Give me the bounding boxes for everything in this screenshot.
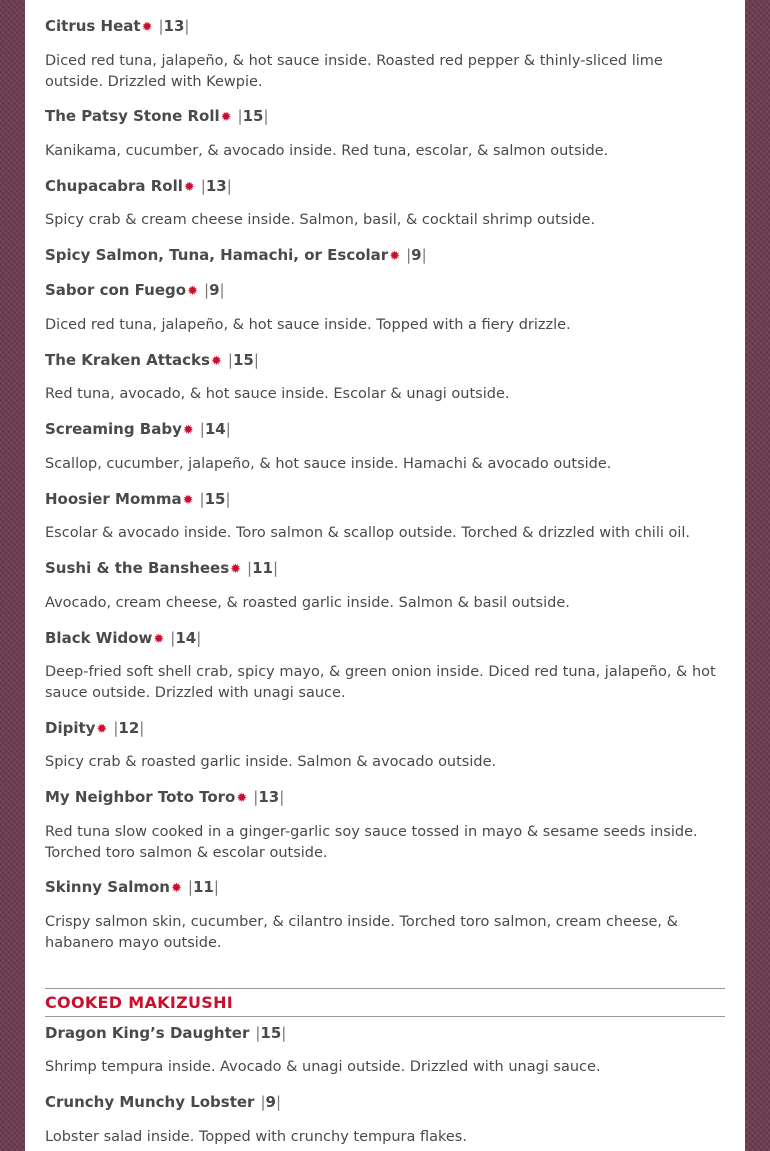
item-price: |13|: [158, 17, 190, 35]
item-description: Escolar & avocado inside. Toro salmon & scallop outside. Torched & drizzled with chili oil.: [45, 525, 691, 541]
menu-item: [45, 628, 725, 703]
spicy-icon: ✹: [141, 20, 153, 35]
item-name: Chupacabra Roll: [45, 177, 183, 195]
item-description: Scallop, cucumber, jalapeño, & hot sauce inside. Hamachi & avocado outside.: [45, 456, 612, 472]
item-price: |13|: [253, 788, 285, 806]
menu-panel: [25, 0, 745, 1151]
spicy-icon: ✹: [96, 722, 108, 737]
menu-item: [45, 245, 725, 265]
spicy-icon: ✹: [183, 180, 195, 195]
item-description: Deep-fried soft shell crab, spicy mayo, & green onion inside. Diced red tuna, jalapeño, & hot sauce outside. Drizzled with unagi sauce.: [45, 664, 716, 701]
menu-item: [45, 280, 725, 336]
item-name: Citrus Heat: [45, 17, 141, 35]
menu-item: [45, 419, 725, 475]
menu-item: [45, 106, 725, 162]
menu-item: [45, 1092, 725, 1148]
menu-item: [45, 718, 725, 773]
menu-item: [45, 558, 725, 614]
item-description: Avocado, cream cheese, & roasted garlic inside. Salmon & basil outside.: [45, 595, 570, 611]
item-price: |11|: [187, 878, 219, 896]
spicy-icon: ✹: [389, 249, 401, 264]
spicy-icon: ✹: [236, 791, 248, 806]
item-name: The Patsy Stone Roll: [45, 107, 220, 125]
section-title: COOKED MAKIZUSHI: [45, 988, 725, 1017]
item-description: Spicy crab & cream cheese inside. Salmon, basil, & cocktail shrimp outside.: [45, 212, 596, 228]
item-name: Spicy Salmon, Tuna, Hamachi, or Escolar: [45, 246, 389, 264]
item-price: |14|: [170, 629, 202, 647]
menu-item: [45, 176, 725, 231]
item-description: Shrimp tempura inside. Avocado & unagi outside. Drizzled with unagi sauce.: [45, 1059, 601, 1075]
item-description: Red tuna slow cooked in a ginger-garlic soy sauce tossed in mayo & sesame seeds inside. Torched toro salmon & escolar outside.: [45, 824, 698, 861]
item-description: Crispy salmon skin, cucumber, & cilantro inside. Torched toro salmon, cream cheese, & habanero mayo outside.: [45, 914, 678, 951]
spicy-icon: ✹: [230, 562, 242, 577]
item-name: Skinny Salmon: [45, 878, 170, 896]
item-price: |9|: [260, 1093, 282, 1111]
item-name: My Neighbor Toto Toro: [45, 788, 236, 806]
spicy-icon: ✹: [210, 354, 222, 369]
item-name: Dragon King’s Daughter: [45, 1024, 250, 1042]
item-price: |15|: [255, 1024, 287, 1042]
item-name: Sushi & the Banshees: [45, 559, 230, 577]
spicy-icon: ✹: [153, 632, 165, 647]
item-description: Red tuna, avocado, & hot sauce inside. Escolar & unagi outside.: [45, 386, 510, 402]
item-name: Dipity: [45, 719, 96, 737]
menu-item: [45, 489, 725, 544]
item-price: |15|: [227, 351, 259, 369]
item-price: |14|: [199, 420, 231, 438]
spicy-icon: ✹: [220, 110, 232, 125]
item-description: Diced red tuna, jalapeño, & hot sauce inside. Roasted red pepper & thinly-sliced lime outside. Drizzled with Kewpie.: [45, 53, 663, 90]
item-name: Sabor con Fuego: [45, 281, 187, 299]
item-description: Lobster salad inside. Topped with crunchy tempura flakes.: [45, 1129, 467, 1145]
item-name: Crunchy Munchy Lobster: [45, 1093, 255, 1111]
item-name: The Kraken Attacks: [45, 351, 210, 369]
menu-item: [45, 877, 725, 953]
item-name: Black Widow: [45, 629, 153, 647]
spicy-icon: ✹: [182, 423, 194, 438]
item-price: |15|: [199, 490, 231, 508]
item-price: |15|: [237, 107, 269, 125]
item-name: Hoosier Momma: [45, 490, 182, 508]
item-price: |11|: [247, 559, 279, 577]
item-price: |9|: [406, 246, 427, 264]
item-description: Diced red tuna, jalapeño, & hot sauce inside. Topped with a fiery drizzle.: [45, 317, 571, 333]
menu-item: [45, 16, 725, 92]
item-price: |9|: [204, 281, 225, 299]
spicy-icon: ✹: [182, 493, 194, 508]
spicy-icon: ✹: [170, 881, 182, 896]
item-description: Kanikama, cucumber, & avocado inside. Red tuna, escolar, & salmon outside.: [45, 143, 609, 159]
spicy-icon: ✹: [187, 284, 198, 299]
item-description: Spicy crab & roasted garlic inside. Salmon & avocado outside.: [45, 754, 497, 770]
item-price: |13|: [200, 177, 232, 195]
menu-item: [45, 787, 725, 863]
menu-item: [45, 350, 725, 405]
item-price: |12|: [113, 719, 145, 737]
item-name: Screaming Baby: [45, 420, 182, 438]
menu-item: [45, 1023, 725, 1078]
